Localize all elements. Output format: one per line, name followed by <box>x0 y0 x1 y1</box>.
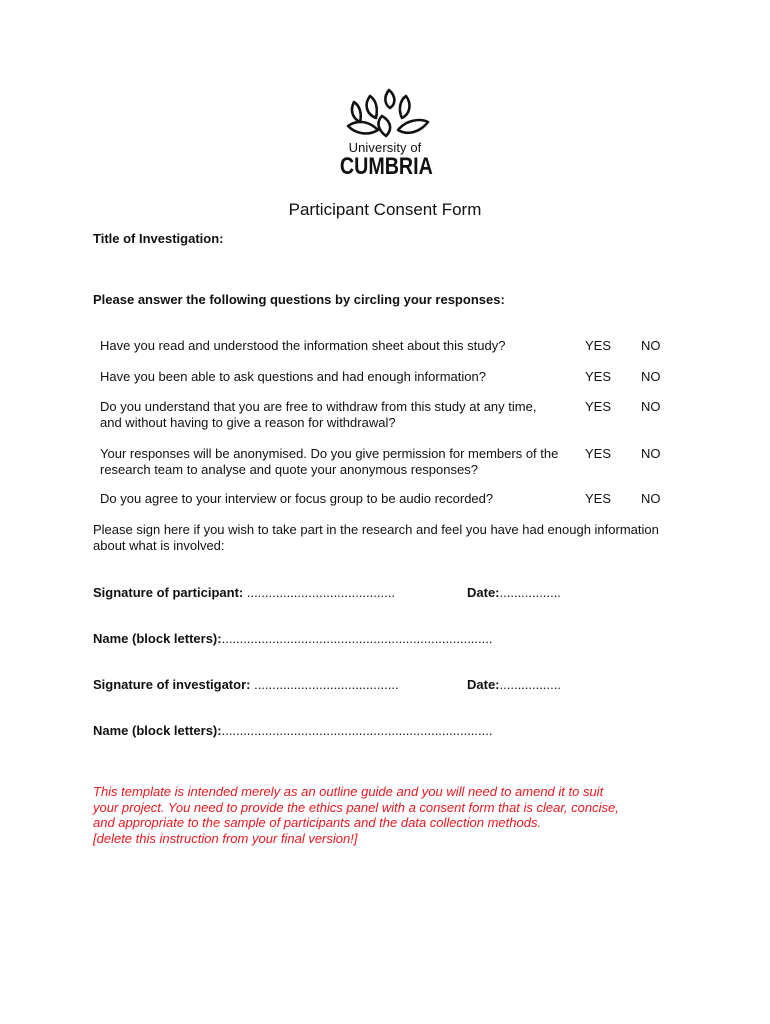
question-3: Do you understand that you are free to withdraw from this study at any time, and without having to give a reason for withdrawal? <box>100 399 537 430</box>
logo-line-1: University of <box>348 140 422 155</box>
investigator-signature-label: Signature of investigator: <box>93 677 251 692</box>
investigator-date-label: Date: <box>467 677 500 692</box>
participant-date-label: Date: <box>467 585 500 600</box>
investigator-name-line[interactable] <box>93 723 492 738</box>
participant-date-line[interactable] <box>467 585 561 600</box>
question-4-no-option[interactable]: NO <box>641 446 661 461</box>
question-3-yes-option[interactable]: YES <box>585 399 612 414</box>
university-logo <box>330 86 440 182</box>
investigator-signature-line[interactable] <box>93 677 399 692</box>
participant-date-dots: ................. <box>499 585 561 600</box>
participant-signature-label: Signature of participant: <box>93 585 244 600</box>
logo-line-2: CUMBRIA <box>339 153 433 180</box>
instructions-text: Please answer the following questions by circling your responses: <box>93 292 505 307</box>
participant-name-label: Name (block letters): <box>93 631 222 646</box>
sign-instruction: Please sign here if you wish to take part in the research and feel you have had enough information about what is involved: <box>93 522 659 553</box>
template-note-line-4: [delete this instruction from your final version!] <box>93 830 358 846</box>
question-2-no-option[interactable]: NO <box>641 369 661 384</box>
investigator-name-dots: ........................................................................... <box>221 723 493 738</box>
template-note-line-1: This template is intended merely as an outline guide and you will need to amend it to suit <box>93 784 604 799</box>
question-5: Do you agree to your interview or focus group to be audio recorded? <box>100 491 494 506</box>
question-2-yes-option[interactable]: YES <box>585 369 612 384</box>
template-note-line-2: your project. You need to provide the ethics panel with a consent form that is clear, concise, <box>93 799 619 815</box>
participant-signature-dots: ......................................... <box>243 585 395 600</box>
question-1-no-option[interactable]: NO <box>641 338 661 353</box>
question-5-yes-option[interactable]: YES <box>585 491 612 506</box>
investigator-date-line[interactable] <box>467 677 561 692</box>
investigator-date-dots: ................. <box>499 677 561 692</box>
question-1-yes-option[interactable]: YES <box>585 338 612 353</box>
investigation-title-label: Title of Investigation: <box>93 231 224 246</box>
investigator-signature-dots: ........................................ <box>250 677 399 692</box>
investigator-name-label: Name (block letters): <box>93 723 222 738</box>
participant-name-line[interactable] <box>93 631 492 646</box>
participant-name-dots: ........................................................................... <box>221 631 493 646</box>
question-5-no-option[interactable]: NO <box>641 491 661 506</box>
template-note-line-3: and appropriate to the sample of participants and the data collection methods. <box>93 815 542 830</box>
template-instruction-note <box>93 784 693 846</box>
question-3-no-option[interactable]: NO <box>641 399 661 414</box>
question-4: Your responses will be anonymised. Do you give permission for members of the research team to analyse and quote your anonymous responses? <box>100 446 559 477</box>
page-title: Participant Consent Form <box>288 200 482 219</box>
question-4-yes-option[interactable]: YES <box>585 446 612 461</box>
question-1: Have you read and understood the information sheet about this study? <box>100 338 506 353</box>
question-2: Have you been able to ask questions and had enough information? <box>100 369 486 384</box>
participant-signature-line[interactable] <box>93 585 395 600</box>
leaf-emblem-icon <box>330 86 440 142</box>
